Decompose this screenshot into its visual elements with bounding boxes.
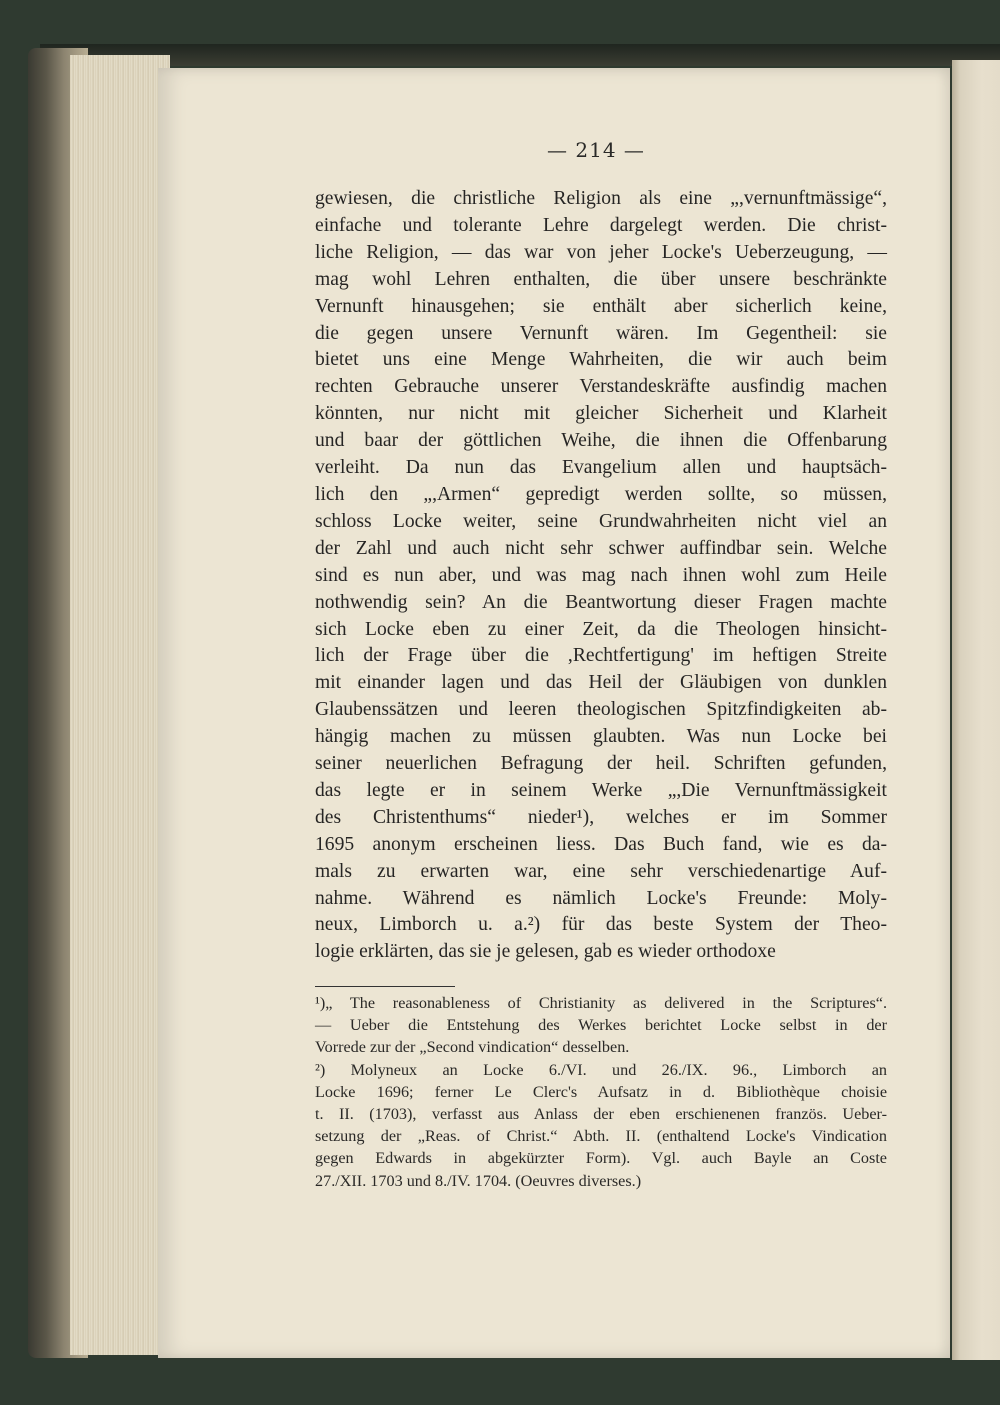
book-binding-top <box>40 44 1000 66</box>
page-stack-edge <box>70 55 170 1355</box>
footnote-line: t. II. (1703), verfasst aus Anlass der eben erschienenen französ. Ueber- <box>315 1105 887 1124</box>
body-line: mit einander lagen und das Heil der Gläubigen von dunklen <box>315 672 887 694</box>
body-line: liche Religion, — das war von jeher Locke's Ueberzeugung, — <box>315 241 887 263</box>
facing-page-edge <box>952 60 1000 1360</box>
footnote-line: 27./XII. 1703 und 8./IV. 1704. (Oeuvres diverses.) <box>315 1171 642 1190</box>
body-line: nahme. Während es nämlich Locke's Freunde: Moly- <box>315 887 887 909</box>
footnotes <box>315 992 887 1192</box>
footnote-line: — Ueber die Entstehung des Werkes berichtet Locke selbst in der <box>315 1016 887 1035</box>
body-line: des Christenthums“ nieder¹), welches er im Sommer <box>315 806 887 828</box>
body-line: hängig machen zu müssen glaubten. Was nun Locke bei <box>315 726 887 748</box>
page-number: — 214 — <box>547 138 645 162</box>
footnote-divider <box>315 986 455 987</box>
body-line: Glaubenssätzen und leeren theologischen Spitzfindigkeiten ab- <box>315 699 887 721</box>
body-line: neux, Limborch u. a.²) für das beste System der Theo- <box>315 914 887 936</box>
footnote-line: Vorrede zur der „Second vindication“ desselben. <box>315 1038 630 1057</box>
footnote-line: ¹)„ The reasonableness of Christianity as delivered in the Scriptures“. <box>315 994 887 1012</box>
body-line: sich Locke eben zu einer Zeit, da die Theologen hinsicht- <box>315 618 887 640</box>
body-line: mals zu erwarten war, eine sehr verschiedenartige Auf- <box>315 860 887 882</box>
body-line: einfache und tolerante Lehre dargelegt werden. Die christ- <box>315 214 887 236</box>
footnote-line: ²) Molyneux an Locke 6./VI. und 26./IX. 96., Limborch an <box>315 1060 887 1079</box>
body-line: logie erklärten, das sie je gelesen, gab es wieder orthodoxe <box>315 941 776 963</box>
footnote-line: Locke 1696; ferner Le Clerc's Aufsatz in d. Bibliothèque choisie <box>315 1082 887 1101</box>
body-line: Vernunft hinausgehen; sie enthält aber sicherlich keine, <box>315 295 887 317</box>
body-line: und baar der göttlichen Weihe, die ihnen die Offenbarung <box>315 430 887 452</box>
body-line: seiner neuerlichen Befragung der heil. Schriften gefunden, <box>315 753 887 775</box>
body-line: verleiht. Da nun das Evangelium allen und hauptsäch- <box>315 457 887 479</box>
body-line: das legte er in seinem Werke „,Die Vernunftmässigkeit <box>315 779 887 801</box>
body-line: nothwendig sein? An die Beantwortung dieser Fragen machte <box>315 591 887 613</box>
body-line: könnten, nur nicht mit gleicher Sicherheit und Klarheit <box>315 403 887 425</box>
body-line: sind es nun aber, und was mag nach ihnen wohl zum Heile <box>315 564 887 586</box>
body-line: rechten Gebrauche unserer Verstandeskräfte ausfindig machen <box>315 376 887 398</box>
body-line: 1695 anonym erscheinen liess. Das Buch fand, wie es da- <box>315 833 887 855</box>
body-line: lich der Frage über die ,Rechtfertigung' im heftigen Streite <box>315 645 887 667</box>
body-line: der Zahl und auch nicht sehr schwer auffindbar sein. Welche <box>315 537 887 559</box>
footnote-line: setzung der „Reas. of Christ.“ Abth. II. (enthaltend Locke's Vindication <box>315 1127 887 1146</box>
body-line: bietet uns eine Menge Wahrheiten, die wir auch beim <box>315 349 887 371</box>
body-line: lich den „,Armen“ gepredigt werden sollte, so müssen, <box>315 483 887 505</box>
body-line: schloss Locke weiter, seine Grundwahrheiten nicht viel an <box>315 510 887 532</box>
footnote-line: gegen Edwards in abgekürzter Form). Vgl. auch Bayle an Coste <box>315 1149 887 1168</box>
body-line: die gegen unsere Vernunft wären. Im Gegentheil: sie <box>315 322 887 344</box>
body-text <box>315 186 887 966</box>
body-line: gewiesen, die christliche Religion als eine „,vernunftmässige“, <box>315 188 887 209</box>
body-line: mag wohl Lehren enthalten, die über unsere beschränkte <box>315 268 887 290</box>
